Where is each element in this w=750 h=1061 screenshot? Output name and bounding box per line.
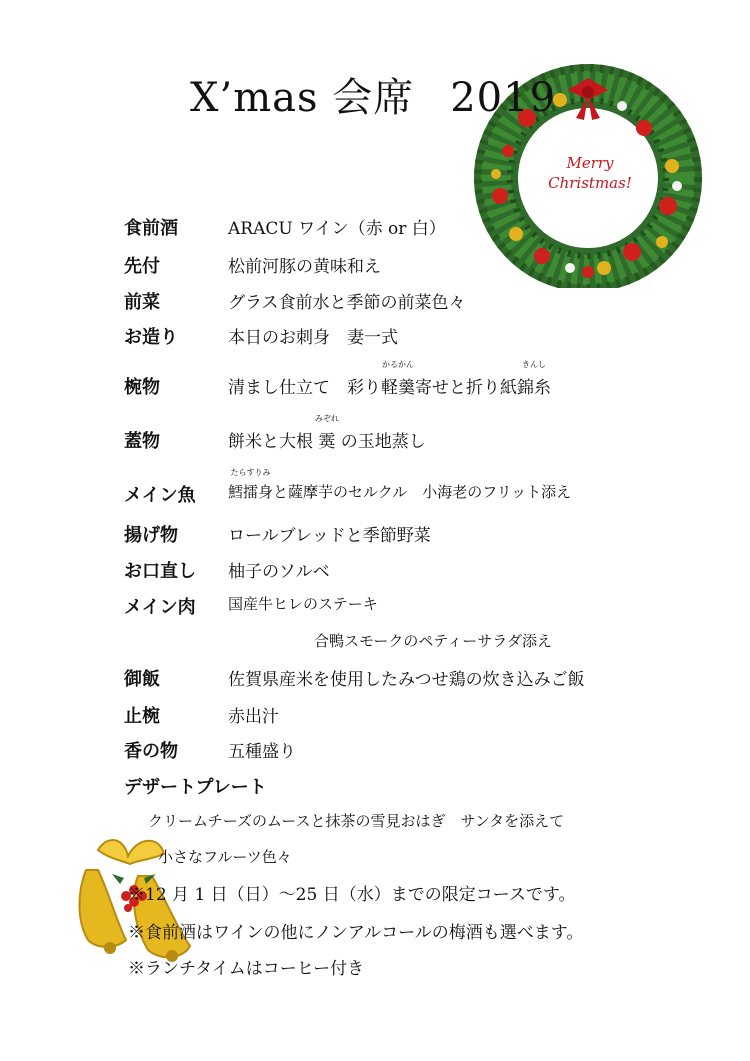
menu-value: ロールブレッドと季節野菜 <box>228 526 431 546</box>
menu-value: 五種盛り <box>228 742 296 762</box>
ruby-base: 錦糸 <box>517 378 551 398</box>
menu-label: 先付 <box>124 256 160 277</box>
menu-value <box>228 414 426 452</box>
menu-label: 香の物 <box>124 741 178 762</box>
menu-value-part: 寄せと折り紙 <box>415 378 517 398</box>
menu-label: 止椀 <box>124 706 160 727</box>
menu-label: メイン魚 <box>124 485 196 506</box>
ruby-reading: みぞれ <box>314 414 339 423</box>
menu-label: 蓋物 <box>124 431 160 452</box>
ruby-reading: たらすりみ <box>230 468 271 477</box>
menu-value: 本日のお刺身 妻一式 <box>228 328 398 348</box>
menu-value: 赤出汁 <box>228 707 279 727</box>
note-aperitif: ※食前酒はワインの他にノンアルコールの梅酒も選べます。 <box>128 923 584 943</box>
menu-value: 松前河豚の黄味和え <box>228 257 381 277</box>
menu-label: メイン肉 <box>124 597 196 618</box>
ruby-word <box>228 468 274 502</box>
page-title <box>190 66 556 123</box>
menu-label: 前菜 <box>124 292 160 313</box>
title-text: X’mas 会席 <box>190 75 415 121</box>
menu-label: デザートプレート <box>124 777 267 798</box>
menu-value-part: の玉地蒸し <box>335 432 426 452</box>
menu-label: 食前酒 <box>124 218 178 239</box>
menu-value: 国産牛ヒレのステーキ <box>228 595 378 613</box>
wreath-banner-line2: Christmas! <box>548 174 632 192</box>
menu-value-part: 餅米と大根 <box>228 432 319 452</box>
menu-label: 御飯 <box>124 669 160 690</box>
menu-label: 椀物 <box>124 377 160 398</box>
ruby-word <box>517 360 551 398</box>
dessert-line-1: クリームチーズのムースと抹茶の雪見おはぎ サンタを添えて <box>148 812 565 830</box>
ruby-word <box>381 360 415 398</box>
menu-value <box>228 468 572 502</box>
menu-value: グラス食前水と季節の前菜色々 <box>228 293 466 313</box>
menu-label: お造り <box>124 327 178 348</box>
menu-value: ARACU ワイン（赤 or 白） <box>228 219 446 239</box>
menu-value: 柚子のソルベ <box>228 562 330 582</box>
note-period: ※12 月 1 日（日）～25 日（水）までの限定コースです。 <box>128 885 576 905</box>
menu-value-part: 清まし仕立て 彩り <box>228 378 381 398</box>
menu-value <box>228 360 551 398</box>
menu-label: お口直し <box>124 561 196 582</box>
wreath-banner-line1: Merry <box>566 154 614 172</box>
ruby-base: 軽羹 <box>381 378 415 398</box>
menu-value: 佐賀県産米を使用したみつせ鶏の炊き込みご飯 <box>228 670 585 690</box>
ruby-reading: きんし <box>522 360 546 369</box>
ruby-word <box>314 414 339 452</box>
menu-value-part: と薩摩芋のセルクル 小海老のフリット添え <box>273 483 572 501</box>
menu-label: 揚げ物 <box>124 525 178 546</box>
note-lunch: ※ランチタイムはコーヒー付き <box>128 959 365 979</box>
title-year: 2019 <box>450 75 557 121</box>
ruby-base: 霙 <box>318 432 336 452</box>
ruby-base: 鱈擂身 <box>228 483 274 501</box>
ruby-reading: かるかん <box>382 360 414 369</box>
dessert-line-2: 小さなフルーツ色々 <box>158 848 292 866</box>
menu-row-main-meat-side: 合鴨スモークのペティーサラダ添え <box>314 632 553 650</box>
